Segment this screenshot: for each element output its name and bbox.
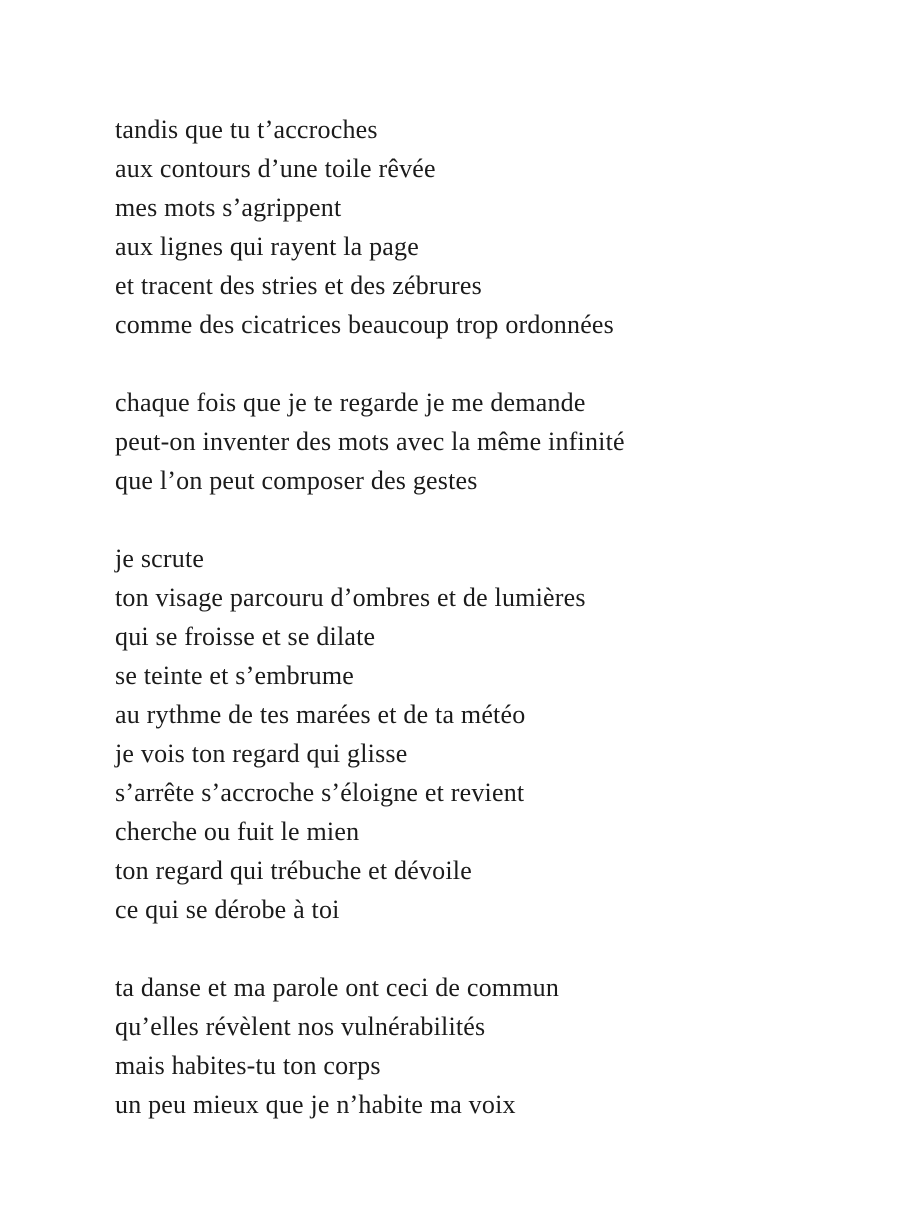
poem-line: mes mots s’agrippent — [115, 193, 342, 222]
poem-line: qui se froisse et se dilate — [115, 622, 376, 651]
poem-stanza-4 — [115, 968, 840, 1124]
poem-stanza-3 — [115, 539, 840, 929]
poem-line: que l’on peut composer des gestes — [115, 466, 478, 495]
poem-line: s’arrête s’accroche s’éloigne et revient — [115, 778, 525, 807]
poem-text-block — [115, 110, 840, 1124]
poem-line: je vois ton regard qui glisse — [115, 739, 408, 768]
poem-stanza-1 — [115, 110, 840, 344]
poem-line: ce qui se dérobe à toi — [115, 895, 340, 924]
poem-line: peut-on inventer des mots avec la même infinité — [115, 427, 625, 456]
poem-line: qu’elles révèlent nos vulnérabilités — [115, 1012, 486, 1041]
poem-line: un peu mieux que je n’habite ma voix — [115, 1090, 516, 1119]
poem-line: ton regard qui trébuche et dévoile — [115, 856, 472, 885]
poem-line: je scrute — [115, 544, 205, 573]
poem-line: tandis que tu t’accroches — [115, 115, 378, 144]
poem-line: mais habites-tu ton corps — [115, 1051, 381, 1080]
poem-line: ta danse et ma parole ont ceci de commun — [115, 973, 560, 1002]
poem-line: ton visage parcouru d’ombres et de lumières — [115, 583, 586, 612]
poem-line: aux lignes qui rayent la page — [115, 232, 419, 261]
poem-line: au rythme de tes marées et de ta météo — [115, 700, 526, 729]
poem-line: aux contours d’une toile rêvée — [115, 154, 436, 183]
poem-line: se teinte et s’embrume — [115, 661, 355, 690]
poem-stanza-2 — [115, 383, 840, 500]
poem-line: et tracent des stries et des zébrures — [115, 271, 482, 300]
poem-line: chaque fois que je te regarde je me demande — [115, 388, 586, 417]
poem-line: cherche ou fuit le mien — [115, 817, 360, 846]
poem-line: comme des cicatrices beaucoup trop ordonnées — [115, 310, 614, 339]
